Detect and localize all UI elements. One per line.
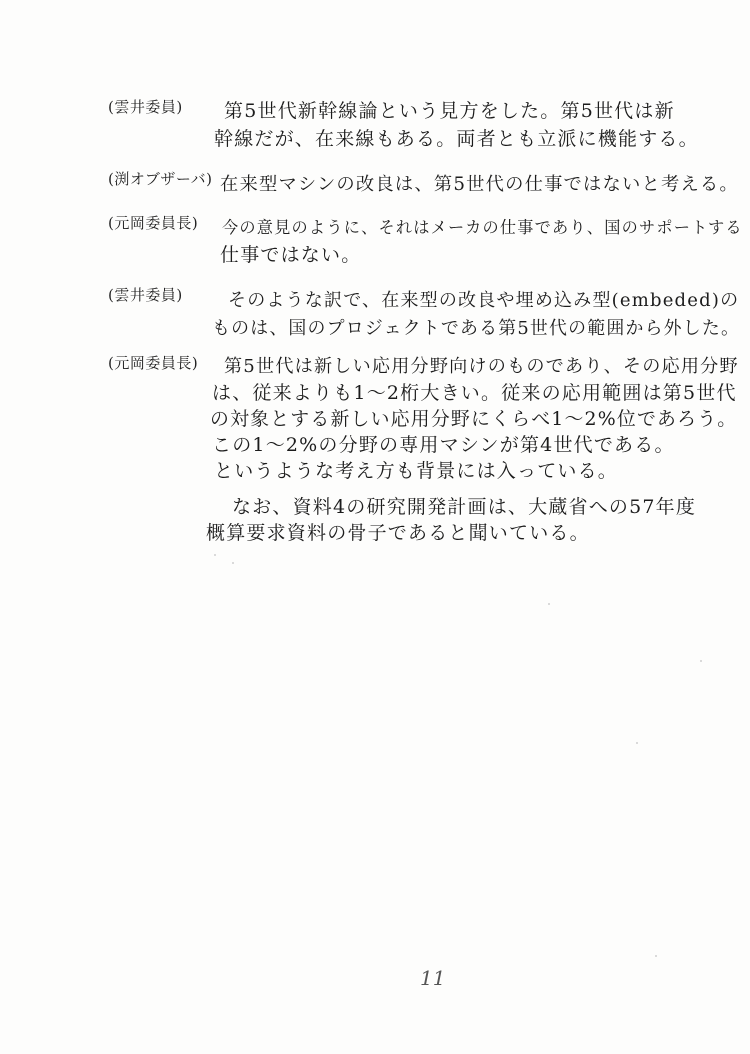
closing-line: なお、資料4の研究開発計画は、大蔵省への57年度 xyxy=(232,496,697,518)
statement-line: 第5世代は新しい応用分野向けのものであり、その応用分野 xyxy=(224,356,739,377)
speaker-label: (元岡委員長) xyxy=(108,354,199,372)
page-number: 11 xyxy=(420,966,446,990)
statement-line: ものは、国のプロジェクトである第5世代の範囲から外した。 xyxy=(212,318,741,339)
closing-line: 概算要求資料の骨子であると聞いている。 xyxy=(206,522,590,544)
speaker-label: (渕オブザーバ) xyxy=(108,170,213,188)
speaker-label: (雲井委員) xyxy=(108,98,183,116)
statement-line: 幹線だが、在来線もある。両者とも立派に機能する。 xyxy=(214,128,699,150)
statement-line: の対象とする新しい応用分野にくらべ1〜2%位であろう。 xyxy=(210,408,738,430)
statement-line: 仕事ではない。 xyxy=(220,244,362,266)
statement-line: この1〜2%の分野の専用マシンが第4世代である。 xyxy=(212,434,675,456)
statement-line: は、従来よりも1〜2桁大きい。従来の応用範囲は第5世代 xyxy=(212,382,737,404)
speaker-label: (元岡委員長) xyxy=(108,214,199,232)
speaker-label: (雲井委員) xyxy=(108,286,183,304)
statement-line: そのような訳で、在来型の改良や埋め込み型(embeded)の xyxy=(228,290,740,311)
statement-line: 今の意見のように、それはメーカの仕事であり、国のサポートする xyxy=(222,218,743,237)
statement-line: 在来型マシンの改良は、第5世代の仕事ではないと考える。 xyxy=(220,174,739,195)
statement-line: というような考え方も背景には入っている。 xyxy=(214,460,619,482)
statement-line: 第5世代新幹線論という見方をした。第5世代は新 xyxy=(224,100,675,122)
